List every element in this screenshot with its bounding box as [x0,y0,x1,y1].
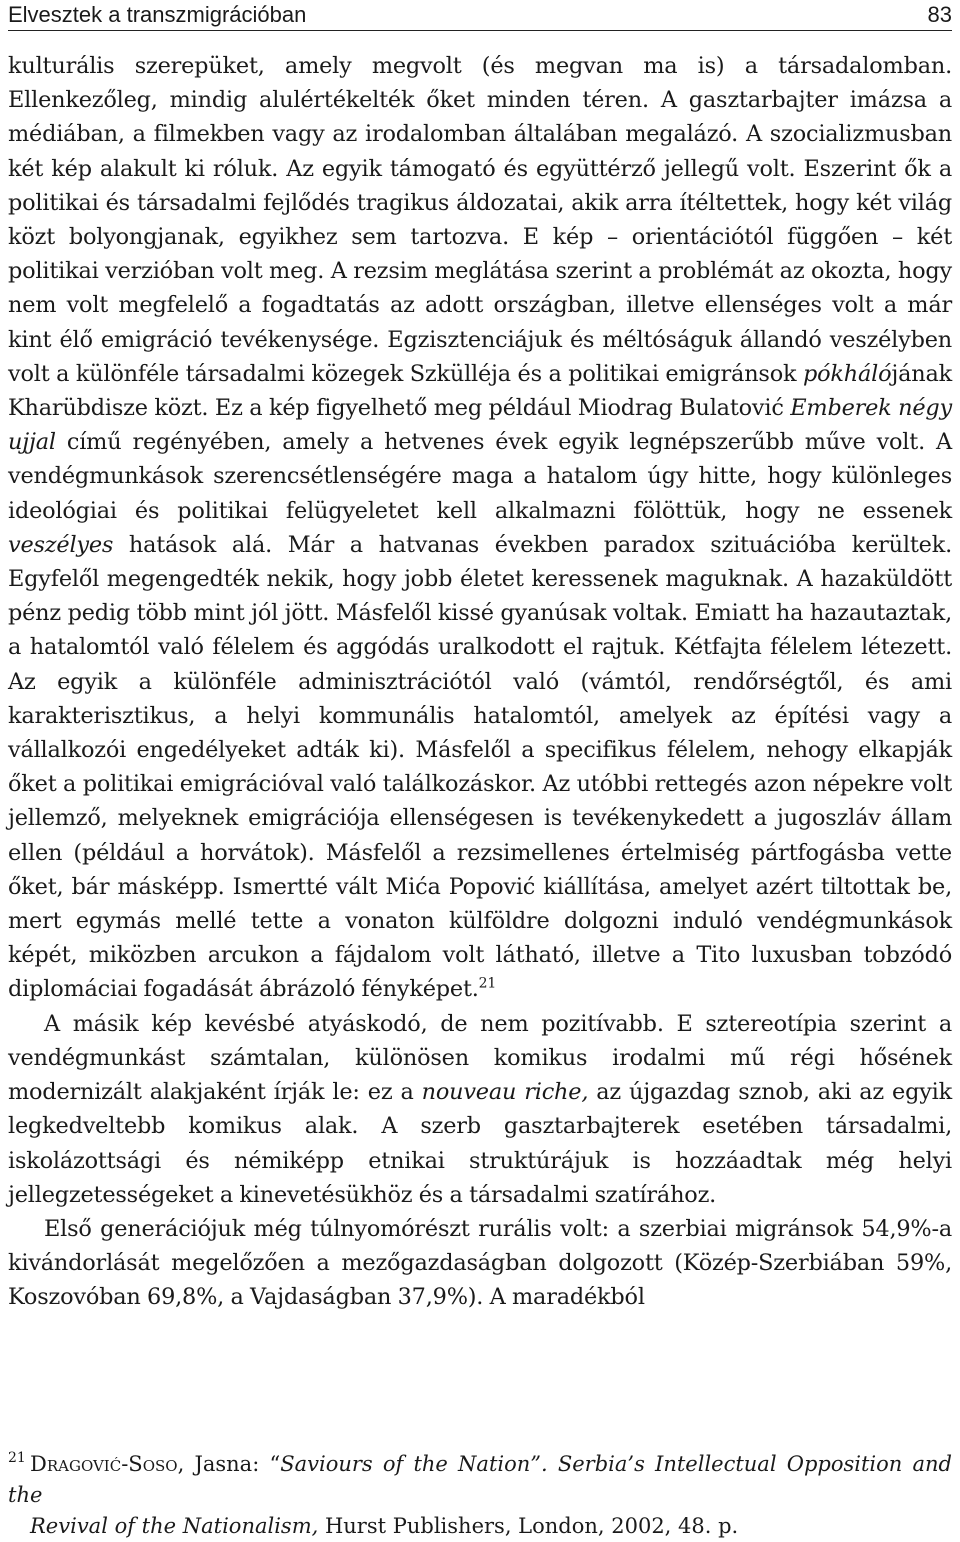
italic-phrase: Emberek négy ujjal [8,395,952,456]
footnote-title-cont: Revival of the Nationalism, [30,1514,319,1538]
text-run: hatások alá. Már a hatvanas években paradox szituációba kerültek. Egyfelől megengedték nekik, hogy jobb életet keressenek maguknak. A hazaküldött pénz pedig több mint jól jött. Másfelől kissé gyanúsak voltak. Emiatt ha hazautaztak, a hatalomtól való félelem és aggódás uralkodott el rajtuk. Kétfajta félelem létezett. Az egyik a különféle adminisztrációtól való (vámtól, rendőrségtől, és ami karakterisztikus, a helyi kommunális hatalomtól, amelyek az építési vagy a vállalkozói engedélyeket adták ki). Másfelől a specifikus félelem, nehogy elkapják őket a politikai emigrációval való találkozáskor. Az utóbbi rettegés azon népekre volt jellemző, melyeknek emigrációja ellenségesen is tevékenykedett a jugoszláv állam ellen (például a horvátok). Másfelől a rezsimellenes értelmiség pártfogásba vette őket, bár másképp. Ismertté vált Mića Popović kiállítása, amelyet azért tiltottak be, mert egymás mellé tette a vonaton külföldre dolgozni induló vendégmunkások képét, miközben arcukon a fájdalom volt látható, illetve a Tito luxusban tobzódó diplomáciai fogadását ábrázoló fényképet. [8,531,952,1003]
main-text [8,49,952,1315]
italic-phrase: veszélyes [8,531,114,558]
italic-phrase: nouveau riche, [421,1079,589,1106]
text-run: jának Kharübdisze közt. Ez a kép figyelhető meg például Miodrag Bulatović [8,360,952,422]
footnote-publisher: Hurst Publishers, London, 2002, 48. p. [318,1514,739,1538]
text-run: című regényében, amely a hetvenes évek egyik legnépszerűbb műve volt. A vendégmunkások szerencsétlenségére maga a hatalom úgy hitte, hogy különleges ideológiai és politikai felügyeletet kell alkalmazni fölöttük, hogy ne essenek [8,429,952,524]
footnote-author: Dragović-Soso [30,1452,178,1476]
running-header [8,0,952,31]
footnote-line-1 [8,1449,952,1511]
text-run: az újgazdag sznob, aki az egyik legkedveltebb komikus alak. A szerb gasztarbajterek esetében társadalmi, iskolázottsági és némiképp etnikai struktúrájuk is hozzáadtak még helyi jellegzetességeket a kinevetésükhöz és a társadalmi szatírához. [8,1079,952,1208]
paragraph-2 [8,1007,952,1212]
footnote-ref: 21 [478,976,497,993]
italic-phrase: pókháló [802,360,892,387]
page-number: 83 [927,2,952,27]
chapter-title: Elvesztek a transzmigrációban [8,2,307,27]
text-run: Első generációjuk még túlnyomórészt rurális volt: a szerbiai migránsok 54,9%-a kivándorlását megelőzően a mezőgazdaságban dolgozott (Közép-Szerbiában 59%, Koszovóban 69,8%, a Vajdaságban 37,9%). A maradékból [8,1215,952,1311]
paragraph-1 [8,49,952,1007]
footnote-number: 21 [8,1450,26,1466]
footnote-author-rest: , Jasna: “ [177,1452,281,1476]
paragraph-3 [8,1212,952,1315]
text-run: kulturális szerepüket, amely megvolt (és megvan ma is) a társadalomban. Ellenkezőleg, mindig alulértékelték őket minden téren. A gasztarbajter imázsa a médiában, a filmekben vagy az irodalomban általában megalázó. A szocializmusban két kép alakult ki róluk. Az egyik támogató és együttérző jellegű volt. Eszerint ők a politikai és társadalmi fejlődés tragikus áldozatai, akik arra ítéltettek, hogy két világ közt bolyongjanak, egyikhez sem tartozva. E kép – orientációtól függően – két politikai verzióban volt meg. A rezsim meglátása szerint a problémát az okozta, hogy nem volt megfelelő a fogadtatás az adott országban, illetve ellenséges volt a már kint élő emigráció tevékenysége. Egzisztenciájuk és méltóságuk állandó veszélyben volt a különféle társadalmi közegek Szkülléja és a politikai emigránsok [8,53,952,387]
text-run: A másik kép kevésbé atyáskodó, de nem pozitívabb. E sztereotípia szerint a vendégmunkást számtalan, különösen komikus irodalmi mű régi hősének modernizált alakjaként írják le: ez a [8,1010,952,1106]
footnote-title: Saviours of the Nation”. Serbia’s Intellectual Opposition and the [8,1452,952,1507]
footnote-21 [8,1449,952,1542]
